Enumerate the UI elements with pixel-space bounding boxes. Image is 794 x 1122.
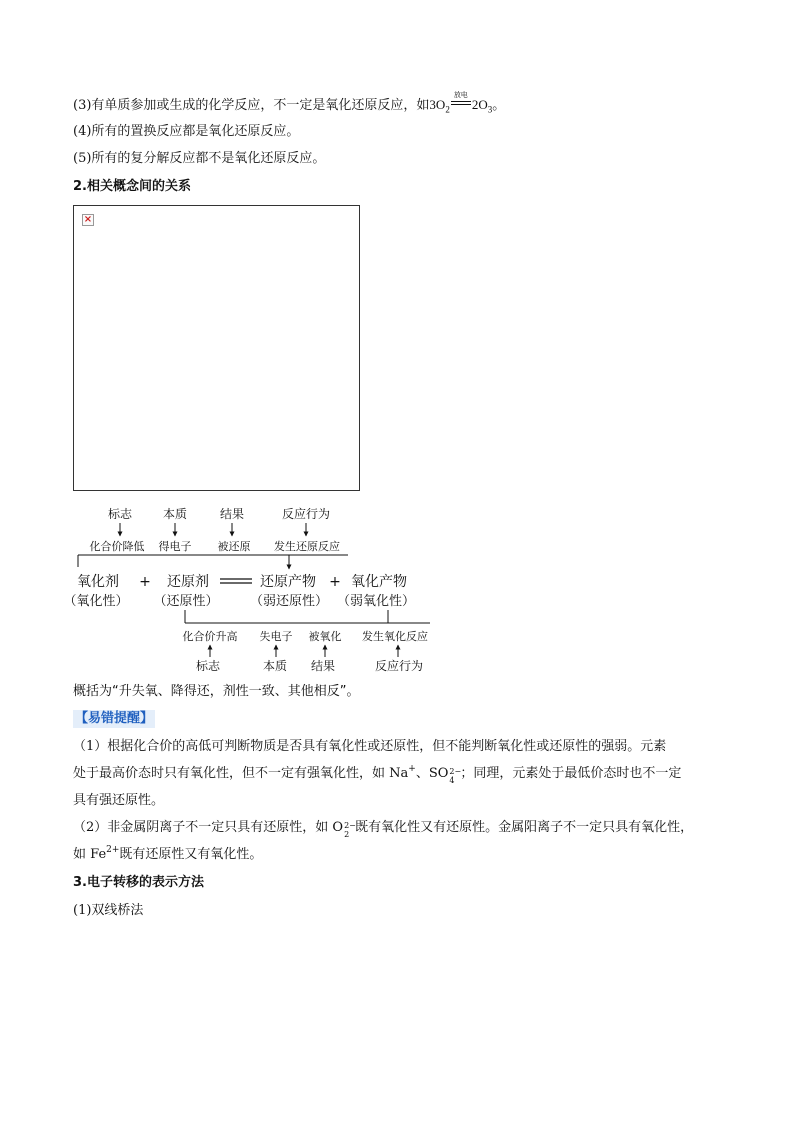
eq-right-sub: 3	[487, 104, 493, 115]
broken-image-icon: ×	[83, 214, 93, 225]
plus-2: +	[329, 574, 341, 590]
tip-2-line-1	[73, 819, 693, 837]
bottom-value-2: 被氧化	[308, 630, 342, 643]
item-5: (5)所有的复分解反应都不是氧化还原反应。	[73, 151, 326, 166]
top-label-2: 结果	[219, 507, 245, 521]
condition-text: 放电	[453, 91, 468, 99]
na-charge: +	[408, 764, 416, 774]
term-reductant: 还原剂	[167, 574, 209, 590]
prop-3: （弱氧化性）	[336, 594, 416, 609]
image-placeholder	[73, 205, 360, 491]
bottom-label-3: 反应行为	[374, 659, 424, 673]
fe-charge: 2+	[106, 845, 120, 855]
term-oxidation-product: 氧化产物	[351, 574, 407, 590]
eq-right: 2O	[471, 97, 488, 112]
bottom-value-1: 失电子	[259, 630, 293, 643]
tip-2-line-2-b: 既有还原性又有氧化性。	[119, 847, 263, 862]
reaction-condition	[450, 91, 472, 110]
tip-1-line-1: （1）根据化合价的高低可判断物质是否具有氧化性或还原性，但不能判断氧化性或还原性的强弱。元素	[73, 739, 667, 754]
summary: 概括为“升失氧、降得还，剂性一致、其他相反”。	[73, 684, 360, 699]
top-label-3: 反应行为	[281, 507, 331, 521]
bottom-label-2: 结果	[310, 659, 336, 673]
item-3	[73, 91, 506, 119]
section-3-title: 3.电子转移的表示方法	[73, 875, 204, 890]
error-tip-badge: 【易错提醒】	[75, 711, 154, 726]
item-double-bridge: (1)双线桥法	[73, 903, 144, 918]
tip-2-line-2	[73, 846, 262, 865]
item-4: (4)所有的置换反应都是氧化还原反应。	[73, 124, 300, 139]
tip-1-line-2-a: 处于最高价态时只有氧化性，但不一定有强氧化性，如 Na	[73, 766, 409, 781]
top-label-0: 标志	[107, 507, 133, 521]
prop-0: （氧化性）	[63, 594, 129, 609]
prop-1: （还原性）	[153, 594, 219, 609]
concept-diagram	[0, 500, 794, 680]
tip-1-line-3: 具有强还原性。	[73, 793, 165, 808]
tip-2-line-1-a: （2）非金属阴离子不一定只具有还原性，如 O	[73, 820, 344, 835]
sulfite-charge	[448, 766, 462, 785]
top-value-3: 发生还原反应	[274, 540, 340, 553]
term-reduction-product: 还原产物	[260, 574, 316, 590]
term-oxidant: 氧化剂	[77, 574, 119, 590]
tip-2-line-2-a: 如 Fe	[73, 847, 107, 862]
equation	[429, 91, 493, 115]
tip-1-line-2-b: 、SO	[415, 766, 449, 781]
item-3-end: 。	[492, 98, 506, 113]
eq-left: 3O	[429, 97, 446, 112]
bottom-label-1: 本质	[262, 659, 288, 673]
prop-2: （弱还原性）	[249, 594, 329, 609]
top-value-0: 化合价降低	[89, 540, 145, 553]
top-label-1: 本质	[162, 507, 188, 521]
tip-1-line-2	[73, 765, 681, 784]
eq-left-sub: 2	[445, 104, 450, 115]
bottom-value-0: 化合价升高	[182, 630, 238, 643]
plus-1: +	[139, 574, 151, 590]
tip-1-line-2-c: ；同理，元素处于最低价态时也不一定	[460, 766, 682, 781]
top-value-2: 被还原	[217, 540, 251, 553]
peroxide-charge-top: 2−	[344, 821, 356, 830]
sulfite-charge-bottom: 4	[449, 776, 455, 785]
section-2-title: 2.相关概念间的关系	[73, 179, 191, 194]
peroxide-charge	[343, 820, 356, 839]
bottom-value-3: 发生氧化反应	[362, 630, 428, 643]
tip-2-line-1-b: 既有氧化性又有还原性。金属阳离子不一定只具有氧化性，	[355, 820, 694, 835]
sulfite-charge-top: 2−	[449, 767, 462, 776]
peroxide-charge-bottom: 2	[344, 830, 350, 839]
item-3-text: (3)有单质参加或生成的化学反应，不一定是氧化还原反应，如	[73, 98, 430, 113]
bottom-label-0: 标志	[195, 659, 221, 673]
top-value-1: 得电子	[158, 540, 192, 553]
